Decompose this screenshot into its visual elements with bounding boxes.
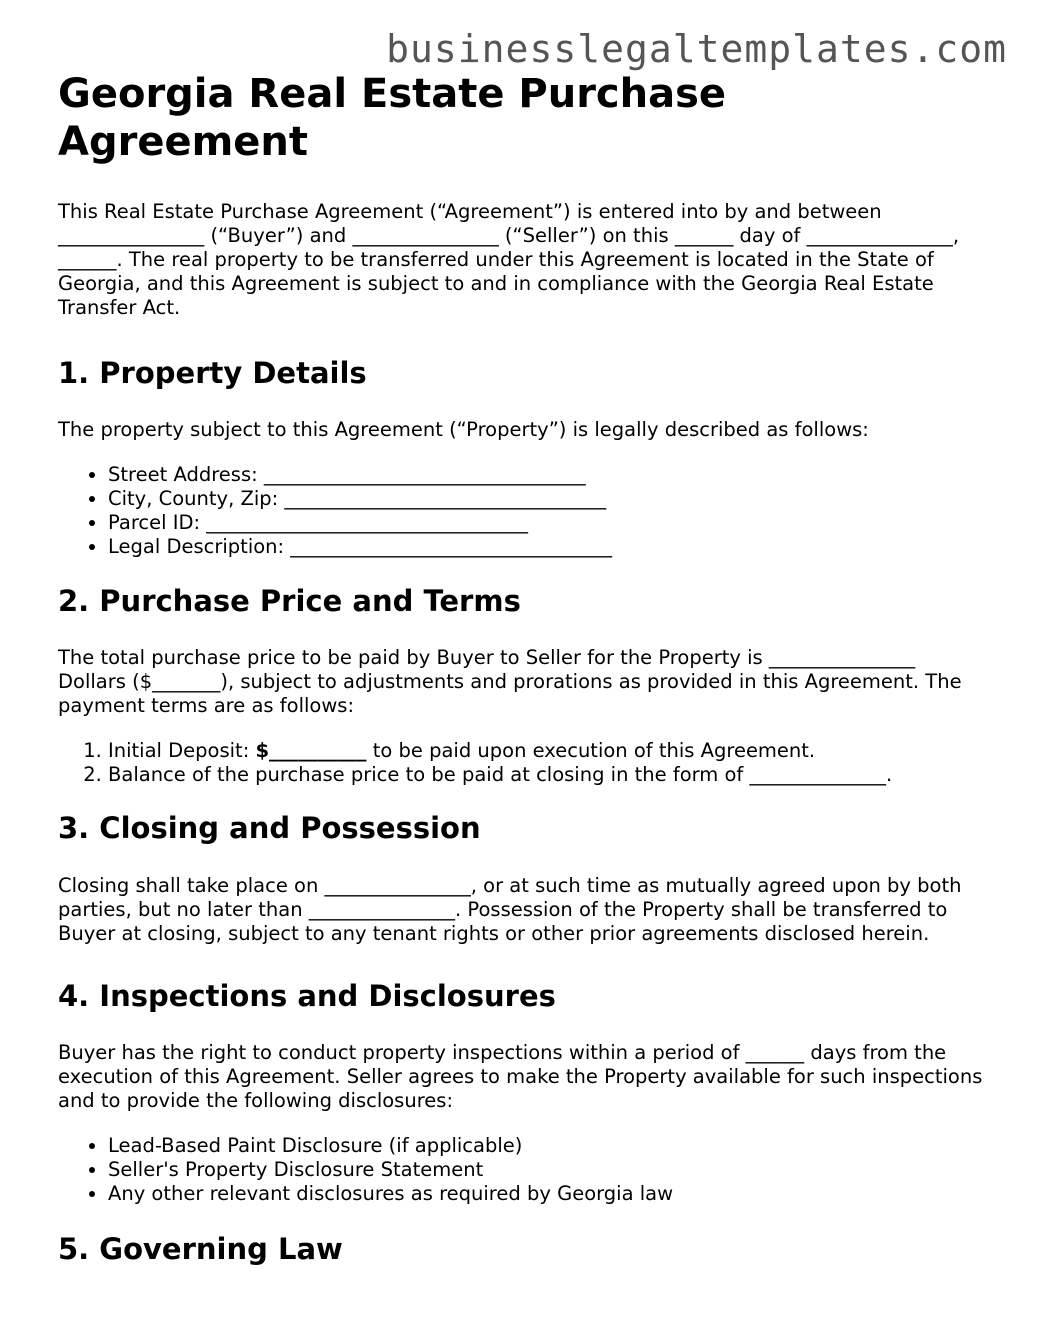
section-heading-property-details: 1. Property Details	[58, 356, 367, 390]
list-item: • City, County, Zip: _________________________________	[108, 487, 988, 511]
disclosures-list	[58, 1134, 988, 1206]
document-content	[58, 70, 988, 1267]
section-heading-purchase-price: 2. Purchase Price and Terms	[58, 584, 521, 618]
payment-terms-list	[58, 739, 988, 787]
list-item	[108, 739, 988, 763]
property-details-list	[58, 463, 988, 559]
list-item: • Any other relevant disclosures as required by Georgia law	[108, 1182, 988, 1206]
initial-deposit-amount: $__________	[255, 739, 367, 762]
property-details-paragraph: The property subject to this Agreement (“Property”) is legally described as follows:	[58, 418, 869, 441]
list-item: • Seller's Property Disclosure Statement	[108, 1158, 988, 1182]
initial-deposit-rest: to be paid upon execution of this Agreement.	[366, 739, 816, 762]
site-watermark: businesslegaltemplates.com	[386, 27, 1007, 71]
list-item: 2. Balance of the purchase price to be paid at closing in the form of ______________.	[108, 763, 988, 787]
purchase-price-paragraph: The total purchase price to be paid by Buyer to Seller for the Property is _______________ Dollars ($_______), subject to adjustments and prorations as provided in this Agreement. The payment terms are as follows:	[58, 646, 962, 717]
inspections-paragraph: Buyer has the right to conduct property inspections within a period of ______ days from the execution of this Agreement. Seller agrees to make the Property available for such inspections and to provide the following disclosures:	[58, 1041, 983, 1112]
list-item: • Parcel ID: _________________________________	[108, 511, 988, 535]
section-heading-governing-law: 5. Governing Law	[58, 1232, 343, 1266]
list-item: • Legal Description: _________________________________	[108, 535, 988, 559]
document-title: Georgia Real Estate Purchase Agreement	[58, 71, 727, 165]
initial-deposit-label: Initial Deposit:	[108, 739, 256, 762]
section-heading-inspections: 4. Inspections and Disclosures	[58, 979, 556, 1013]
list-item: • Street Address: _________________________________	[108, 463, 988, 487]
intro-paragraph: This Real Estate Purchase Agreement (“Agreement”) is entered into by and between _______________ (“Buyer”) and _______________ (“Seller”) on this ______ day of _______________, ______. The real property to be transferred under this Agreement is located in the State of Georgia, and this Agreement is subject to and in compliance with the Georgia Real Estate Transfer Act.	[58, 200, 960, 319]
list-item: • Lead-Based Paint Disclosure (if applicable)	[108, 1134, 988, 1158]
section-heading-closing: 3. Closing and Possession	[58, 811, 481, 845]
closing-paragraph: Closing shall take place on _______________, or at such time as mutually agreed upon by both parties, but no later than _______________. Possession of the Property shall be transferred to Buyer at closing, subject to any tenant rights or other prior agreements disclosed herein.	[58, 874, 962, 945]
